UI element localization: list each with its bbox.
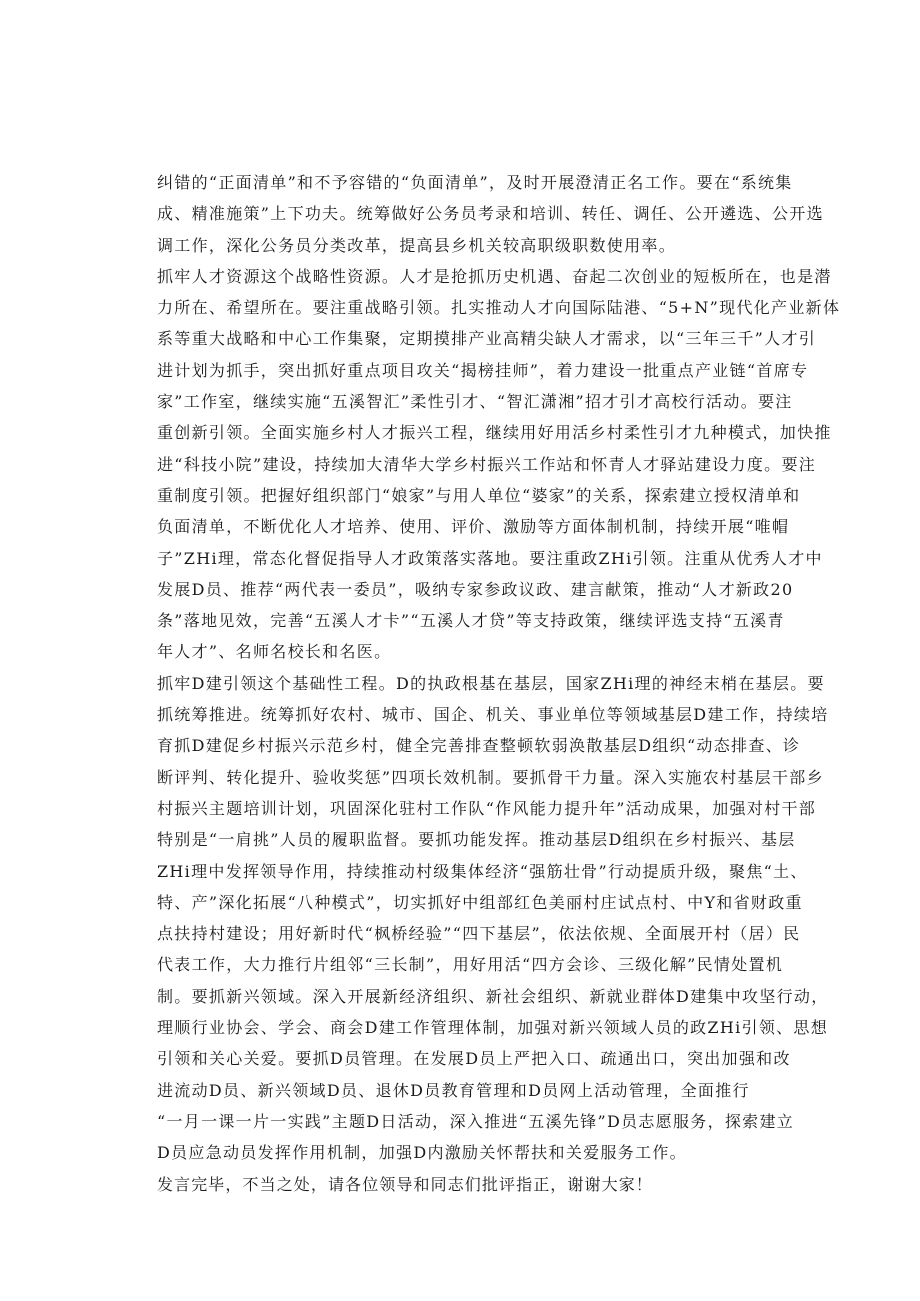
text-line: 抓统筹推进。统筹抓好农村、城市、国企、机关、事业单位等领域基层D建工作，持续培 bbox=[157, 705, 829, 725]
text-line: 进“科技小院”建设，持续加大清华大学乡村振兴工作站和怀青人才驿站建设力度。要注 bbox=[157, 454, 817, 474]
text-line: 制。要抓新兴领域。深入开展新经济组织、新社会组织、新就业群体D建集中攻坚行动， bbox=[157, 986, 829, 1006]
text-line: 成、精准施策”上下功夫。统筹做好公务员考录和培训、转任、调任、公开遴选、公开选 bbox=[157, 204, 824, 224]
text-line: 重制度引领。把握好组织部门“娘家”与用人单位“婆家”的关系，探索建立授权清单和 bbox=[157, 485, 801, 505]
text-line: ZHi理中发挥领导作用，持续推动村级集体经济“强筋壮骨”行动提质升级，聚焦“土、 bbox=[157, 861, 808, 881]
text-line: 理顺行业协会、学会、商会D建工作管理体制，加强对新兴领域人员的政ZHi引领、思想 bbox=[157, 1018, 829, 1038]
closing-line: 发言完毕，不当之处，请各位领导和同志们批评指正，谢谢大家！ bbox=[157, 1174, 653, 1194]
text-line: 重创新引领。全面实施乡村人才振兴工程，继续用好用活乡村柔性引才九种模式，加快推 bbox=[157, 423, 832, 443]
text-line: 纠错的“正面清单”和不予容错的“负面清单”，及时开展澄清正名工作。要在“系统集 bbox=[157, 173, 793, 192]
text-line: 进计划为抓手，突出抓好重点项目攻关“揭榜挂师”，着力建设一批重点产业链“首席专 bbox=[157, 360, 809, 380]
text-line: 负面清单，不断优化人才培养、使用、评价、激励等方面体制机制，持续开展“唯帽 bbox=[157, 517, 790, 537]
text-line: 引领和关心关爱。要抓D员管理。在发展D员上严把入口、疏通出口，突出加强和改 bbox=[157, 1049, 791, 1069]
text-line: 子”ZHi理，常态化督促指导人才政策落实落地。要注重政ZHi引领。注重从优秀人才中 bbox=[157, 548, 823, 568]
document-body bbox=[157, 167, 841, 1200]
text-line: 进流动D员、新兴领域D员、退休D员教育管理和D员网上活动管理，全面推行 bbox=[157, 1080, 750, 1100]
text-line: 育抓D建促乡村振兴示范乡村，健全完善排查整顿软弱涣散基层D组织“动态排查、诊 bbox=[157, 736, 801, 756]
text-line: 系等重大战略和中心工作集聚，定期摸排产业高精尖缺人才需求，以“三年三千”人才引 bbox=[157, 329, 817, 349]
text-line: 家”工作室，继续实施“五溪智汇”柔性引才、“智汇潇湘”招才引才高校行活动。要注 bbox=[157, 392, 793, 412]
text-line: 特、产”深化拓展“八种模式”，切实抓好中组部红色美丽村庄试点村、中Y和省财政重 bbox=[157, 892, 803, 912]
text-line: 特别是“一肩挑”人员的履职监督。要抓功能发挥。推动基层D组织在乡村振兴、基层 bbox=[157, 830, 796, 850]
text-line: 发展D员、推荐“两代表一委员”，吸纳专家参政议政、建言献策，推动“人才新政20 bbox=[157, 579, 794, 599]
text-line: 条”落地见效，完善“五溪人才卡”“五溪人才贷”等支持政策，继续评选支持“五溪青 bbox=[157, 611, 785, 631]
text-line: 力所在、希望所在。要注重战略引领。扎实推动人才向国际陆港、“5+N”现代化产业新体 bbox=[157, 298, 841, 318]
text-line: 村振兴主题培训计划，巩固深化驻村工作队“作风能力提升年”活动成果，加强对村干部 bbox=[157, 798, 817, 818]
text-line: 调工作，深化公务员分类改革，提高县乡机关较高职级职数使用率。 bbox=[157, 235, 677, 255]
text-line: 点扶持村建设；用好新时代“枫桥经验”“四下基层”，依法依规、全面展开村（居）民 bbox=[157, 924, 801, 944]
text-line: D员应急动员发挥作用机制，加强D内激励关怀帮扶和关爱服务工作。 bbox=[157, 1143, 687, 1163]
text-line: 抓牢D建引领这个基础性工程。D的执政根基在基层，国家ZHi理的神经末梢在基层。要 bbox=[157, 673, 825, 693]
text-line: “一月一课一片一实践”主题D日活动，深入推进“五溪先锋”D员志愿服务，探索建立 bbox=[157, 1111, 795, 1131]
text-line: 年人才”、名师名校长和名医。 bbox=[157, 642, 392, 662]
text-line: 断评判、转化提升、验收奖惩”四项长效机制。要抓骨干力量。深入实施农村基层干部乡 bbox=[157, 767, 824, 787]
text-line: 抓牢人才资源这个战略性资源。人才是抢抓历史机遇、奋起二次创业的短板所在，也是潜 bbox=[157, 266, 832, 286]
text-line: 代表工作，大力推行片组邻“三长制”，用好用活“四方会诊、三级化解”民情处置机 bbox=[157, 955, 784, 975]
